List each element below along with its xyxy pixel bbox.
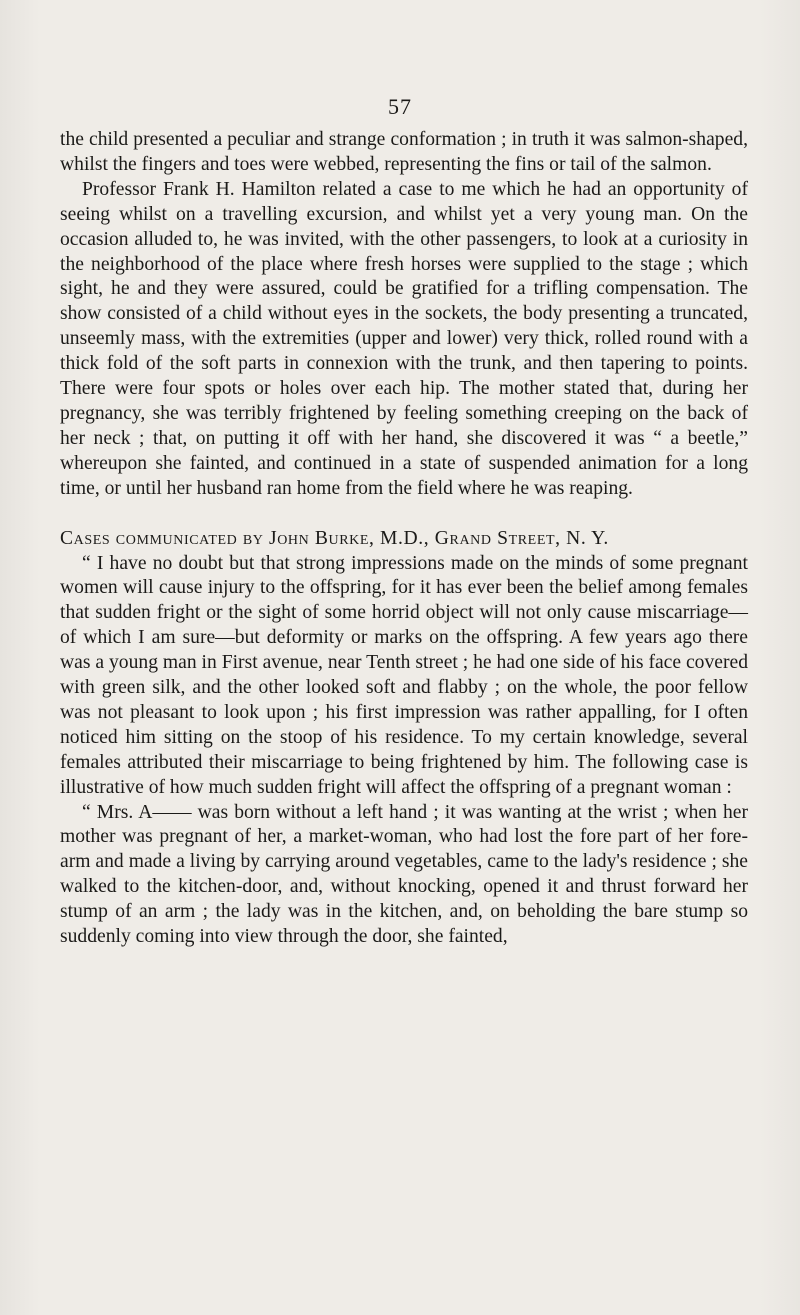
section-heading: Cases communicated by John Burke, M.D., Grand Street, N. Y. <box>60 527 609 549</box>
paragraph-burke-quote: “ I have no doubt but that strong impressions made on the minds of some pregnant women will cause injury to the offspring, for it has ever been the belief among females that sudden fright or the sight of some horrid object will not only cause miscarriage—of which I am sure—but deformity or marks on the offspring. A few years ago there was a young man in First avenue, near Tenth street ; he had one side of his face covered with green silk, and the other looked soft and flabby ; on the whole, the poor fellow was not pleasant to look upon ; his first impression was rather appalling, for I often noticed him sitting on the stoop of his residence. To my certain knowledge, several females attributed their miscarriage to being frightened by him. The following case is illustrative of how much sudden fright will affect the offspring of a pregnant woman : <box>60 552 748 798</box>
paragraph-continuation: the child presented a peculiar and strange conformation ; in truth it was salmon-shaped, whilst the fingers and toes were webbed, representing the fins or tail of the salmon. <box>60 129 748 175</box>
paragraph-mrs-a-case: “ Mrs. A—— was born without a left hand ; it was wanting at the wrist ; when her mother was pregnant of her, a market-woman, who had lost the fore part of her fore-arm and made a living by carrying around vegetables, came to the lady's residence ; she walked to the kitchen-door, and, without knocking, opened it and thrust forward her stump of an arm ; the lady was in the kitchen, and, on beholding the bare stump so suddenly coming into view through the door, she fainted, <box>60 801 748 948</box>
body-text <box>60 128 748 950</box>
page-number: 57 <box>388 94 412 119</box>
paragraph-hamilton-case: Professor Frank H. Hamilton related a case to me which he had an opportunity of seeing whilst on a travelling excursion, and whilst yet a very young man. On the occasion alluded to, he was invited, with the other passengers, to look at a curiosity in the neighborhood of the place where fresh horses were supplied to the stage ; which sight, he and they were assured, could be gratified for a trifling compensation. The show consisted of a child without eyes in the sockets, the body presenting a truncated, unseemly mass, with the extremities (upper and lower) very thick, rolled round with a thick fold of the soft parts in connexion with the trunk, and then tapering to points. There were four spots or holes over each hip. The mother stated that, during her pregnancy, she was terribly frightened by feeling something creeping on the back of her neck ; that, on putting it off with her hand, she discovered it was “ a beetle,” whereupon she fainted, and continued in a state of suspended animation for a long time, or until her husband ran home from the field where he was reaping. <box>60 178 748 499</box>
